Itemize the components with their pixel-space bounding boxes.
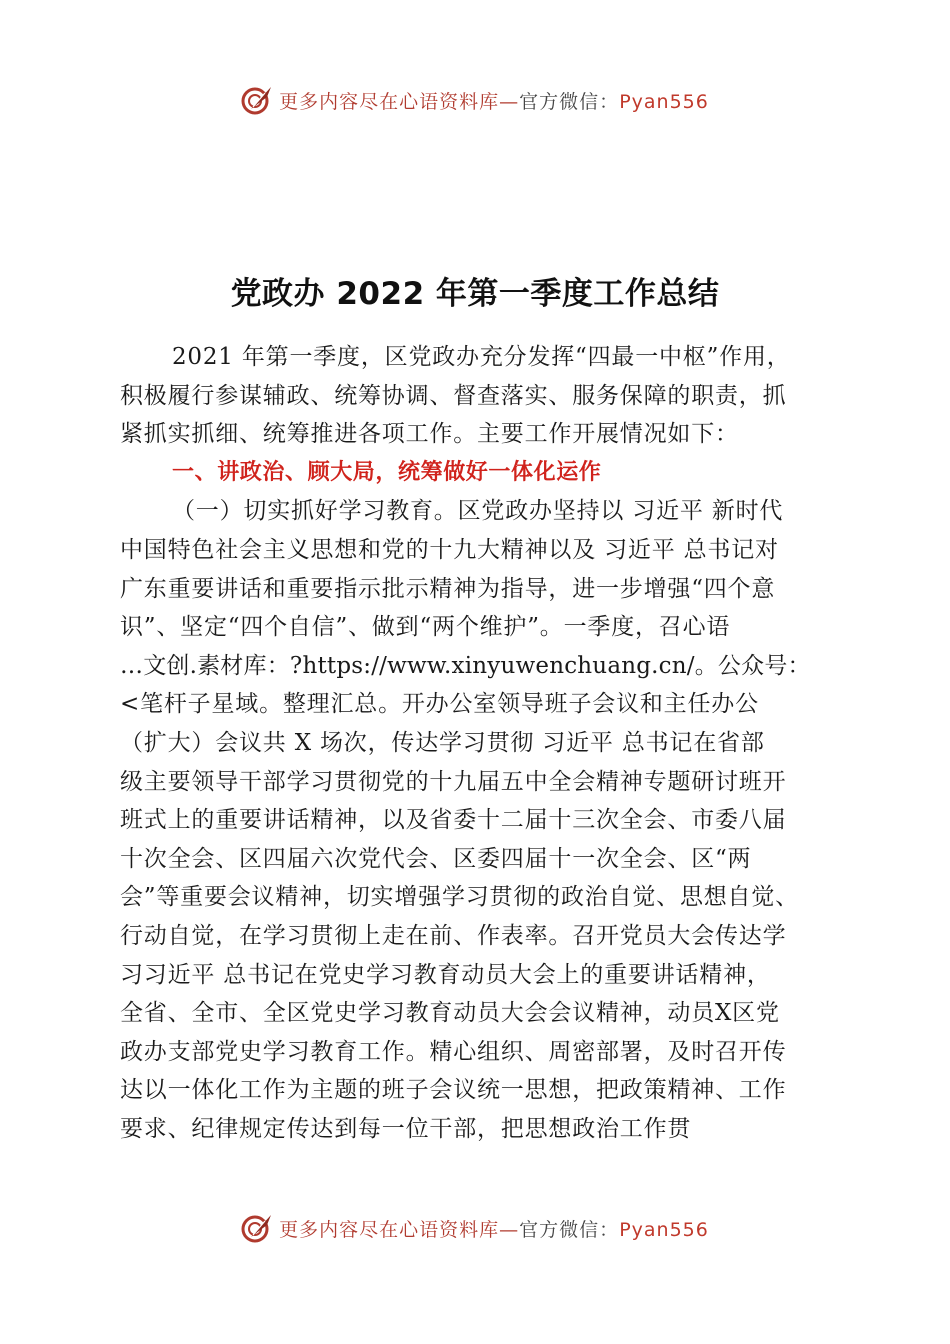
header-banner <box>0 80 950 120</box>
paragraph-line: 十次全会、区四届六次党代会、区委四届十一次全会、区“两 <box>120 845 752 872</box>
paragraph-line: 2021 年第一季度，区党政办充分发挥“四最一中枢”作用， <box>172 344 791 370</box>
document-body <box>120 338 838 1148</box>
banner-text <box>279 1215 709 1242</box>
quill-logo-icon <box>241 1211 275 1245</box>
paragraph-line: 紧抓实抓细、统筹推进各项工作。主要工作开展情况如下： <box>120 421 739 448</box>
quill-logo-icon <box>241 83 275 117</box>
paragraph-line: 达以一体化工作为主题的班子会议统一思想，把政策精神、工作 <box>120 1077 787 1104</box>
paragraph-line: 要求、纪律规定传达到每一位干部，把思想政治工作贯 <box>120 1115 692 1142</box>
paragraph-line: （扩大）会议共 X 场次，传达学习贯彻 习近平 总书记在省部 <box>120 729 765 756</box>
paragraph-line: 积极履行参谋辅政、统筹协调、督查落实、服务保障的职责，抓 <box>120 382 787 409</box>
paragraph-line: 政办支部党史学习教育工作。精心组织、周密部署，及时召开传 <box>120 1038 787 1065</box>
banner-prefix: 更多内容尽在心语资料库 <box>279 90 500 113</box>
paragraph-line: 行动自觉，在学习贯彻上走在前、作表率。召开党员大会传达学 <box>120 922 787 949</box>
paragraph-line: 班式上的重要讲话精神，以及省委十二届十三次全会、市委八届 <box>120 807 787 834</box>
banner-wechat-id: Pyan556 <box>619 1218 709 1241</box>
paragraph-line: 中国特色社会主义思想和党的十九大精神以及 习近平 总书记对 <box>120 536 779 563</box>
paragraph-line: （一）切实抓好学习教育。区党政办坚持以 习近平 新时代 <box>172 498 784 525</box>
banner-wechat-id: Pyan556 <box>619 90 709 113</box>
paragraph-line: 习习近平 总书记在党史学习教育动员大会上的重要讲话精神， <box>120 961 771 988</box>
banner-wechat-label: 官方微信： <box>519 1218 620 1241</box>
footer-banner <box>0 1208 950 1248</box>
section-heading: 一、讲政治、顾大局，统筹做好一体化运作 <box>172 459 602 485</box>
paragraph-line: 会”等重要会议精神，切实增强学习贯彻的政治自觉、思想自觉、 <box>120 884 799 911</box>
banner-wechat-label: 官方微信： <box>519 90 620 113</box>
paragraph-line: <笔杆子星域。整理汇总。开办公室领导班子会议和主任办公 <box>120 691 759 718</box>
paragraph-line: 识”、坚定“四个自信”、做到“两个维护”。一季度，召心语 <box>120 614 731 641</box>
paragraph-line: 级主要领导干部学习贯彻党的十九届五中全会精神专题研讨班开 <box>120 768 787 795</box>
banner-dash: — <box>499 90 520 113</box>
document-title: 党政办 2022 年第一季度工作总结 <box>230 276 720 312</box>
paragraph-line: 全省、全市、全区党史学习教育动员大会会议精神，动员X区党 <box>120 1000 780 1027</box>
banner-dash: — <box>499 1218 520 1241</box>
banner-prefix: 更多内容尽在心语资料库 <box>279 1218 500 1241</box>
banner-text <box>279 87 709 114</box>
paragraph-line: 广东重要讲话和重要指示批示精神为指导，进一步增强“四个意 <box>120 575 776 602</box>
paragraph-line: …文创.素材库：?https://www.xinyuwenchuang.cn/。公众号： <box>120 652 811 679</box>
